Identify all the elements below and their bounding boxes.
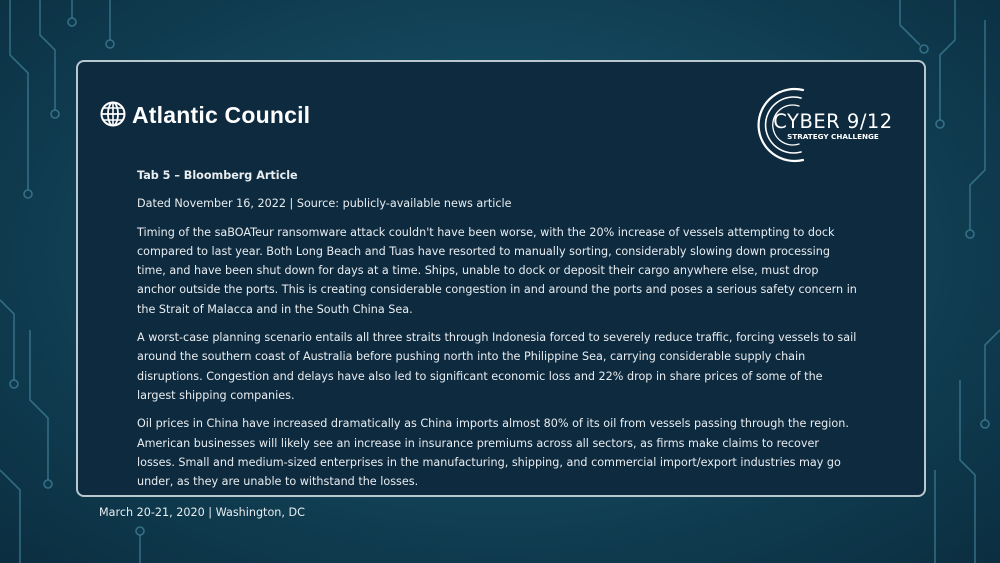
article-content <box>137 166 857 500</box>
article-paragraph: Timing of the saBOATeur ransomware attack couldn't have been worse, with the 20% increase of vessels attempting to dock compared to last year. Both Long Beach and Tuas have resorted to manually sorting, considerably slowing down processing time, and have been shut down for days at a time. Ships, unable to dock or deposit their cargo anywhere else, must drop anchor outside the ports. This is creating considerable congestion in and around the ports and poses a serious safety concern in the Strait of Malacca and in the South China Sea. <box>137 225 857 316</box>
cyber-logo-sub: STRATEGY CHALLENGE <box>787 132 879 141</box>
article-paragraph: A worst-case planning scenario entails all three straits through Indonesia forced to severely reduce traffic, forcing vessels to sail around the southern coast of Australia before pushing north into the Philippine Sea, carrying considerable supply chain disruptions. Congestion and delays have also led to significant economic loss and 22% drop in share prices of some of the largest shipping companies. <box>137 331 857 402</box>
cyber-logo-main: CYBER 9/12 <box>773 110 893 133</box>
article-dateline: Dated November 16, 2022 | Source: publicly-available news article <box>137 197 512 211</box>
org-name: Atlantic Council <box>132 102 311 128</box>
document-panel <box>76 60 926 497</box>
event-footer: March 20-21, 2020 | Washington, DC <box>99 506 305 519</box>
cyber-912-logo <box>741 84 901 166</box>
atlantic-council-logo <box>100 100 310 127</box>
article-paragraph: Oil prices in China have increased dramatically as China imports almost 80% of its oil from vessels passing through the region. American businesses will likely see an increase in insurance premiums across all sectors, as firms make claims to recover losses. Small and medium-sized enterprises in the manufacturing, shipping, and commercial import/export industries may go under, as they are unable to withstand the losses. <box>137 417 849 489</box>
globe-icon <box>100 101 126 127</box>
tab-title: Tab 5 – Bloomberg Article <box>137 169 298 182</box>
